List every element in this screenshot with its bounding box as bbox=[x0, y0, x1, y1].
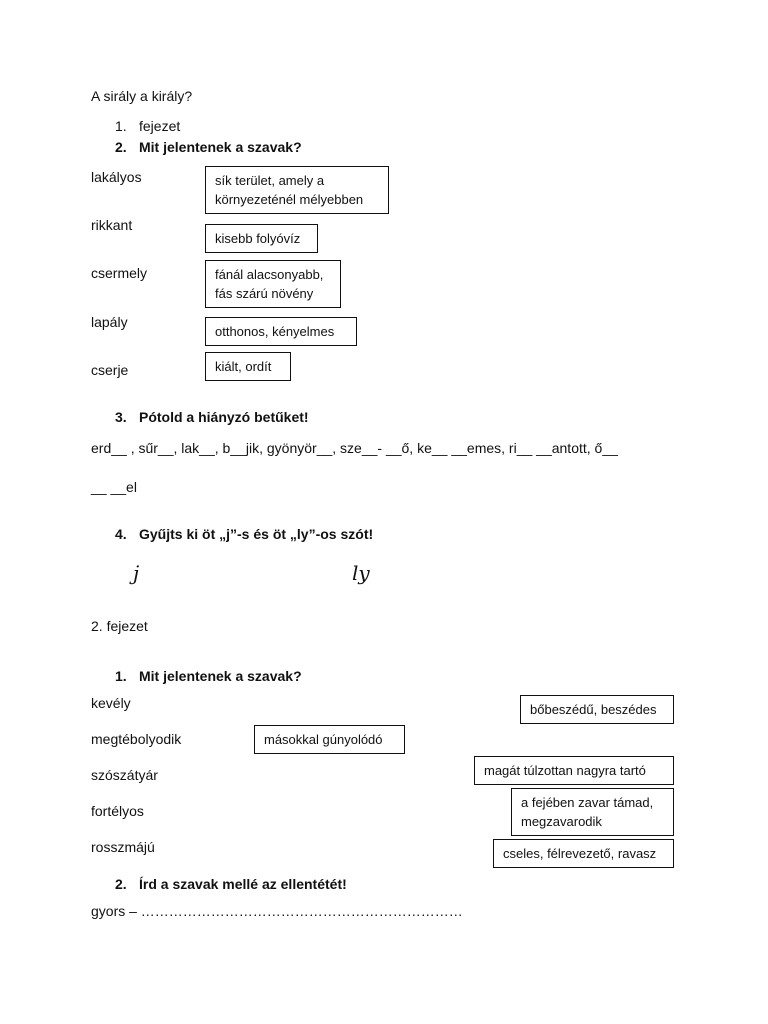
word-fortelyos: fortélyos bbox=[91, 803, 144, 819]
item-number: 2. bbox=[115, 139, 127, 155]
definition-box: másokkal gúnyolódó bbox=[254, 725, 405, 754]
word-lapaly: lapály bbox=[91, 314, 128, 330]
definition-box: kiált, ordít bbox=[205, 352, 291, 381]
item-text: Mit jelentenek a szavak? bbox=[139, 668, 302, 684]
task4-heading bbox=[115, 526, 373, 542]
word-szoszatyar: szószátyár bbox=[91, 767, 158, 783]
definition-box: cseles, félrevezető, ravasz bbox=[493, 839, 674, 868]
word-rosszmaju: rosszmájú bbox=[91, 839, 155, 855]
item-text: Pótold a hiányzó betűket! bbox=[139, 409, 309, 425]
definition-box: sík terület, amely a környezeténél mélyebben bbox=[205, 166, 389, 214]
word-kevely: kevély bbox=[91, 695, 131, 711]
word-cserje: cserje bbox=[91, 362, 129, 378]
task3-heading bbox=[115, 409, 309, 425]
item-number: 1. bbox=[115, 118, 127, 134]
item-text: Mit jelentenek a szavak? bbox=[139, 139, 302, 155]
item-number: 3. bbox=[115, 409, 127, 425]
word-lakalyos: lakályos bbox=[91, 169, 142, 185]
fill-line-1: erd__ , sűr__, lak__, b__jik, gyönyör__, sze__- __ő, ke__ __emes, ri__ __antott, ő__ bbox=[91, 440, 618, 456]
item-text: Gyűjts ki öt „j”-s és öt „ly”-os szót! bbox=[139, 526, 374, 542]
j-column-label: j bbox=[133, 561, 140, 585]
item-text: Írd a szavak mellé az ellentétét! bbox=[139, 876, 347, 892]
chapter2-heading: 2. fejezet bbox=[91, 618, 148, 634]
word-megtebolyodik: megtébolyodik bbox=[91, 731, 182, 747]
definition-box: bőbeszédű, beszédes bbox=[520, 695, 674, 724]
item-number: 4. bbox=[115, 526, 127, 542]
chapter1-item2 bbox=[115, 139, 302, 155]
definition-box: otthonos, kényelmes bbox=[205, 317, 357, 346]
definition-box: magát túlzottan nagyra tartó bbox=[474, 756, 674, 785]
chapter2-task1 bbox=[115, 668, 302, 684]
item-text: fejezet bbox=[139, 118, 181, 134]
page-title: A sirály a király? bbox=[91, 88, 193, 104]
chapter2-task2 bbox=[115, 876, 347, 892]
definition-box: a fejében zavar támad, megzavarodik bbox=[511, 788, 674, 836]
chapter1-item1 bbox=[115, 118, 180, 134]
word-rikkant: rikkant bbox=[91, 217, 133, 233]
item-number: 2. bbox=[115, 876, 127, 892]
word-csermely: csermely bbox=[91, 265, 148, 281]
antonym-answer-line: gyors – …………………………………………………………… bbox=[91, 903, 463, 919]
definition-box: kisebb folyóvíz bbox=[205, 224, 318, 253]
item-number: 1. bbox=[115, 668, 127, 684]
fill-line-2: __ __el bbox=[91, 479, 137, 495]
definition-box: fánál alacsonyabb, fás szárú növény bbox=[205, 260, 341, 308]
ly-column-label: ly bbox=[352, 561, 370, 585]
